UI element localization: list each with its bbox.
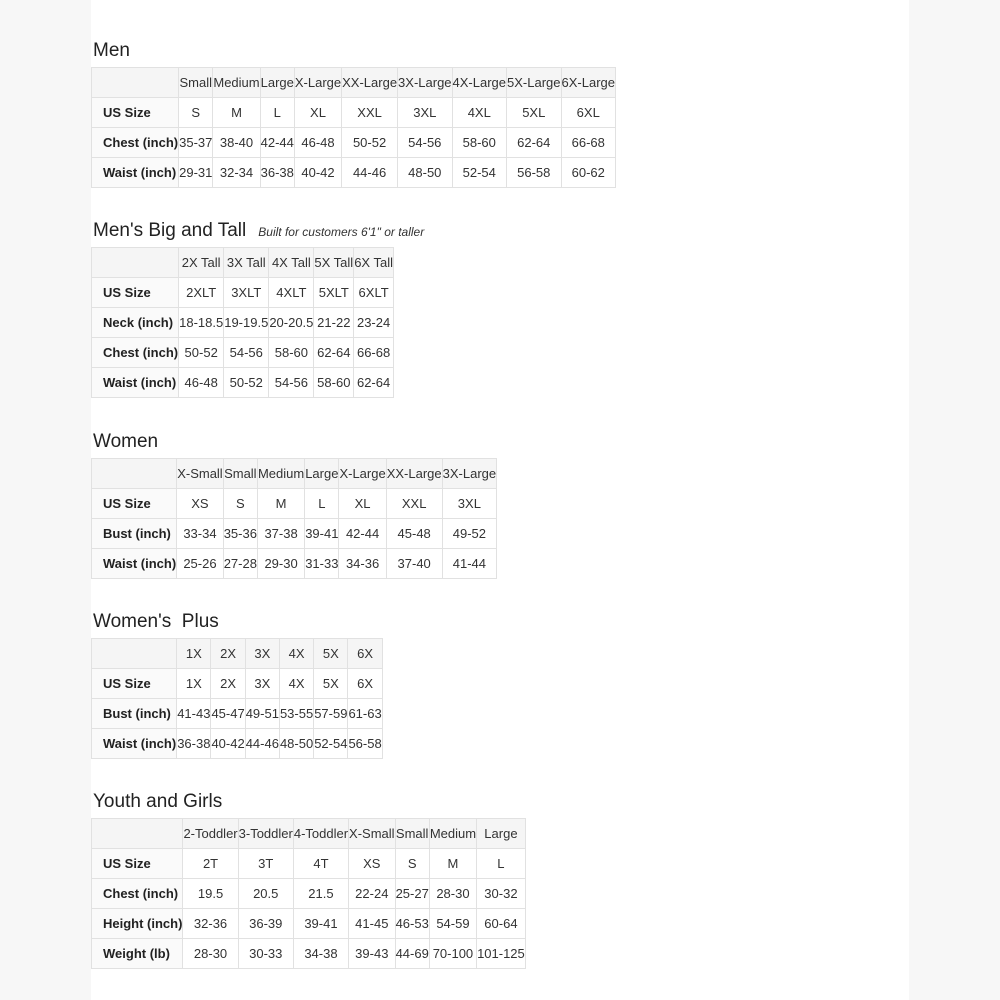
row-label: US Size bbox=[92, 669, 177, 699]
table-header-row bbox=[92, 68, 616, 98]
table-cell: 6X bbox=[348, 669, 382, 699]
row-label: US Size bbox=[92, 849, 183, 879]
column-header: Small bbox=[223, 459, 257, 489]
table-cell: S bbox=[395, 849, 429, 879]
table-row bbox=[92, 158, 616, 188]
row-label: Neck (inch) bbox=[92, 308, 179, 338]
table-row bbox=[92, 489, 497, 519]
table-cell: 46-48 bbox=[294, 128, 341, 158]
table-cell: 41-44 bbox=[442, 549, 496, 579]
table-row bbox=[92, 338, 394, 368]
size-table-women-plus bbox=[91, 638, 383, 759]
column-header: 3X-Large bbox=[442, 459, 496, 489]
column-header: Medium bbox=[429, 819, 476, 849]
size-table-big-tall bbox=[91, 247, 394, 398]
table-cell: 3XLT bbox=[224, 278, 269, 308]
table-cell: 50-52 bbox=[342, 128, 398, 158]
table-cell: 45-47 bbox=[211, 699, 245, 729]
column-header: 5X Tall bbox=[314, 248, 354, 278]
table-cell: 39-41 bbox=[293, 909, 348, 939]
table-cell: 44-46 bbox=[342, 158, 398, 188]
table-cell: 40-42 bbox=[211, 729, 245, 759]
table-row bbox=[92, 308, 394, 338]
table-cell: 2T bbox=[183, 849, 238, 879]
row-label: Height (inch) bbox=[92, 909, 183, 939]
table-cell: 31-33 bbox=[305, 549, 339, 579]
column-header: 2X Tall bbox=[179, 248, 224, 278]
table-header-row bbox=[92, 819, 526, 849]
table-cell: 52-54 bbox=[452, 158, 506, 188]
table-corner-cell bbox=[92, 639, 177, 669]
table-cell: 22-24 bbox=[349, 879, 396, 909]
column-header: 6X bbox=[348, 639, 382, 669]
table-cell: 33-34 bbox=[177, 519, 224, 549]
column-header: 4-Toddler bbox=[293, 819, 348, 849]
section-title-text: Men's Big and Tall bbox=[93, 220, 247, 241]
table-cell: 5XL bbox=[507, 98, 561, 128]
row-label: Waist (inch) bbox=[92, 368, 179, 398]
section-title-women-plus bbox=[93, 611, 219, 633]
table-corner-cell bbox=[92, 819, 183, 849]
column-header: Large bbox=[477, 819, 526, 849]
column-header: 1X bbox=[177, 639, 211, 669]
table-cell: 50-52 bbox=[179, 338, 224, 368]
column-header: 2-Toddler bbox=[183, 819, 238, 849]
table-cell: 61-63 bbox=[348, 699, 382, 729]
table-cell: 29-31 bbox=[179, 158, 213, 188]
column-header: XX-Large bbox=[386, 459, 442, 489]
table-cell: 4T bbox=[293, 849, 348, 879]
column-header: 2X bbox=[211, 639, 245, 669]
table-row bbox=[92, 519, 497, 549]
row-label: Weight (lb) bbox=[92, 939, 183, 969]
table-cell: 30-33 bbox=[238, 939, 293, 969]
table-cell: 101-125 bbox=[477, 939, 526, 969]
table-cell: 34-36 bbox=[339, 549, 386, 579]
table-cell: 4X bbox=[279, 669, 313, 699]
table-row bbox=[92, 278, 394, 308]
table-cell: 49-52 bbox=[442, 519, 496, 549]
column-header: 3X Tall bbox=[224, 248, 269, 278]
column-header: Large bbox=[305, 459, 339, 489]
table-cell: 6XLT bbox=[354, 278, 394, 308]
table-header-row bbox=[92, 248, 394, 278]
table-cell: 3XL bbox=[398, 98, 452, 128]
row-label: US Size bbox=[92, 98, 179, 128]
table-cell: 34-38 bbox=[293, 939, 348, 969]
table-cell: 58-60 bbox=[269, 338, 314, 368]
row-label: Waist (inch) bbox=[92, 158, 179, 188]
column-header: X-Small bbox=[349, 819, 396, 849]
column-header: X-Large bbox=[294, 68, 341, 98]
table-cell: XS bbox=[349, 849, 396, 879]
table-cell: 29-30 bbox=[257, 549, 304, 579]
section-title-big-tall bbox=[93, 220, 424, 242]
table-cell: 60-64 bbox=[477, 909, 526, 939]
table-cell: 1X bbox=[177, 669, 211, 699]
table-cell: XS bbox=[177, 489, 224, 519]
table-cell: L bbox=[260, 98, 294, 128]
table-cell: M bbox=[213, 98, 260, 128]
table-cell: 20.5 bbox=[238, 879, 293, 909]
section-title-women bbox=[93, 431, 158, 453]
table-cell: 37-38 bbox=[257, 519, 304, 549]
table-row bbox=[92, 128, 616, 158]
table-cell: 41-45 bbox=[349, 909, 396, 939]
table-cell: 42-44 bbox=[260, 128, 294, 158]
table-cell: 60-62 bbox=[561, 158, 615, 188]
table-cell: 66-68 bbox=[561, 128, 615, 158]
table-row bbox=[92, 699, 383, 729]
column-header: 5X-Large bbox=[507, 68, 561, 98]
table-cell: S bbox=[223, 489, 257, 519]
table-cell: 58-60 bbox=[314, 368, 354, 398]
table-cell: 52-54 bbox=[314, 729, 348, 759]
table-cell: 42-44 bbox=[339, 519, 386, 549]
table-cell: 62-64 bbox=[314, 338, 354, 368]
table-cell: S bbox=[179, 98, 213, 128]
table-cell: XL bbox=[294, 98, 341, 128]
row-label: Waist (inch) bbox=[92, 729, 177, 759]
table-cell: 53-55 bbox=[279, 699, 313, 729]
size-table-men bbox=[91, 67, 616, 188]
table-corner-cell bbox=[92, 459, 177, 489]
section-title-text: Women's Plus bbox=[93, 611, 219, 632]
column-header: Small bbox=[395, 819, 429, 849]
table-cell: XL bbox=[339, 489, 386, 519]
table-cell: 54-59 bbox=[429, 909, 476, 939]
table-cell: M bbox=[429, 849, 476, 879]
table-cell: 6XL bbox=[561, 98, 615, 128]
table-cell: 35-37 bbox=[179, 128, 213, 158]
table-cell: 48-50 bbox=[279, 729, 313, 759]
column-header: 5X bbox=[314, 639, 348, 669]
size-table-women bbox=[91, 458, 497, 579]
table-cell: 44-46 bbox=[245, 729, 279, 759]
table-cell: 36-39 bbox=[238, 909, 293, 939]
table-cell: 58-60 bbox=[452, 128, 506, 158]
table-cell: 25-26 bbox=[177, 549, 224, 579]
table-cell: 46-48 bbox=[179, 368, 224, 398]
table-row bbox=[92, 368, 394, 398]
column-header: Medium bbox=[257, 459, 304, 489]
table-cell: 40-42 bbox=[294, 158, 341, 188]
table-cell: 46-53 bbox=[395, 909, 429, 939]
table-cell: 30-32 bbox=[477, 879, 526, 909]
table-cell: 50-52 bbox=[224, 368, 269, 398]
table-cell: 45-48 bbox=[386, 519, 442, 549]
column-header: XX-Large bbox=[342, 68, 398, 98]
table-cell: M bbox=[257, 489, 304, 519]
table-cell: 36-38 bbox=[260, 158, 294, 188]
table-cell: 56-58 bbox=[507, 158, 561, 188]
table-cell: 21.5 bbox=[293, 879, 348, 909]
table-cell: 48-50 bbox=[398, 158, 452, 188]
table-cell: 57-59 bbox=[314, 699, 348, 729]
table-row bbox=[92, 849, 526, 879]
table-cell: 32-36 bbox=[183, 909, 238, 939]
row-label: Chest (inch) bbox=[92, 128, 179, 158]
table-cell: 49-51 bbox=[245, 699, 279, 729]
row-label: US Size bbox=[92, 489, 177, 519]
section-note: Built for customers 6'1" or taller bbox=[258, 225, 425, 239]
row-label: Waist (inch) bbox=[92, 549, 177, 579]
table-cell: 5XLT bbox=[314, 278, 354, 308]
table-cell: L bbox=[477, 849, 526, 879]
table-row bbox=[92, 939, 526, 969]
table-corner-cell bbox=[92, 248, 179, 278]
column-header: X-Small bbox=[177, 459, 224, 489]
table-cell: 19.5 bbox=[183, 879, 238, 909]
column-header: 3-Toddler bbox=[238, 819, 293, 849]
table-cell: XXL bbox=[342, 98, 398, 128]
table-cell: 4XL bbox=[452, 98, 506, 128]
table-row bbox=[92, 669, 383, 699]
column-header: 3X bbox=[245, 639, 279, 669]
column-header: 4X-Large bbox=[452, 68, 506, 98]
table-cell: 39-43 bbox=[349, 939, 396, 969]
table-cell: 19-19.5 bbox=[224, 308, 269, 338]
table-cell: 2XLT bbox=[179, 278, 224, 308]
table-cell: 4XLT bbox=[269, 278, 314, 308]
table-corner-cell bbox=[92, 68, 179, 98]
table-cell: 28-30 bbox=[429, 879, 476, 909]
table-cell: 39-41 bbox=[305, 519, 339, 549]
table-row bbox=[92, 549, 497, 579]
column-header: Medium bbox=[213, 68, 260, 98]
row-label: Bust (inch) bbox=[92, 519, 177, 549]
table-cell: 54-56 bbox=[224, 338, 269, 368]
table-cell: 2X bbox=[211, 669, 245, 699]
section-title-men bbox=[93, 40, 130, 62]
table-cell: 56-58 bbox=[348, 729, 382, 759]
section-title-youth bbox=[93, 791, 222, 813]
table-cell: 20-20.5 bbox=[269, 308, 314, 338]
row-label: US Size bbox=[92, 278, 179, 308]
table-row bbox=[92, 729, 383, 759]
table-cell: 62-64 bbox=[507, 128, 561, 158]
column-header: Large bbox=[260, 68, 294, 98]
table-row bbox=[92, 98, 616, 128]
table-row bbox=[92, 909, 526, 939]
table-cell: 37-40 bbox=[386, 549, 442, 579]
column-header: Small bbox=[179, 68, 213, 98]
table-cell: 62-64 bbox=[354, 368, 394, 398]
column-header: 6X-Large bbox=[561, 68, 615, 98]
column-header: 3X-Large bbox=[398, 68, 452, 98]
row-label: Chest (inch) bbox=[92, 879, 183, 909]
table-header-row bbox=[92, 639, 383, 669]
column-header: 6X Tall bbox=[354, 248, 394, 278]
table-cell: 41-43 bbox=[177, 699, 211, 729]
section-title-text: Women bbox=[93, 431, 159, 452]
row-label: Chest (inch) bbox=[92, 338, 179, 368]
table-cell: 36-38 bbox=[177, 729, 211, 759]
table-cell: 21-22 bbox=[314, 308, 354, 338]
table-cell: 5X bbox=[314, 669, 348, 699]
table-row bbox=[92, 879, 526, 909]
table-cell: 23-24 bbox=[354, 308, 394, 338]
table-cell: 18-18.5 bbox=[179, 308, 224, 338]
table-cell: 27-28 bbox=[223, 549, 257, 579]
table-cell: 32-34 bbox=[213, 158, 260, 188]
table-cell: 25-27 bbox=[395, 879, 429, 909]
table-cell: 70-100 bbox=[429, 939, 476, 969]
section-title-text: Youth and Girls bbox=[93, 791, 223, 812]
column-header: X-Large bbox=[339, 459, 386, 489]
size-table-youth bbox=[91, 818, 526, 969]
column-header: 4X bbox=[279, 639, 313, 669]
table-cell: 54-56 bbox=[398, 128, 452, 158]
section-title-text: Men bbox=[93, 40, 130, 61]
column-header: 4X Tall bbox=[269, 248, 314, 278]
table-cell: 3T bbox=[238, 849, 293, 879]
table-cell: 44-69 bbox=[395, 939, 429, 969]
table-cell: L bbox=[305, 489, 339, 519]
table-cell: 28-30 bbox=[183, 939, 238, 969]
table-cell: 3XL bbox=[442, 489, 496, 519]
table-cell: 66-68 bbox=[354, 338, 394, 368]
table-header-row bbox=[92, 459, 497, 489]
row-label: Bust (inch) bbox=[92, 699, 177, 729]
table-cell: 3X bbox=[245, 669, 279, 699]
table-cell: 54-56 bbox=[269, 368, 314, 398]
table-cell: 35-36 bbox=[223, 519, 257, 549]
table-cell: 38-40 bbox=[213, 128, 260, 158]
table-cell: XXL bbox=[386, 489, 442, 519]
